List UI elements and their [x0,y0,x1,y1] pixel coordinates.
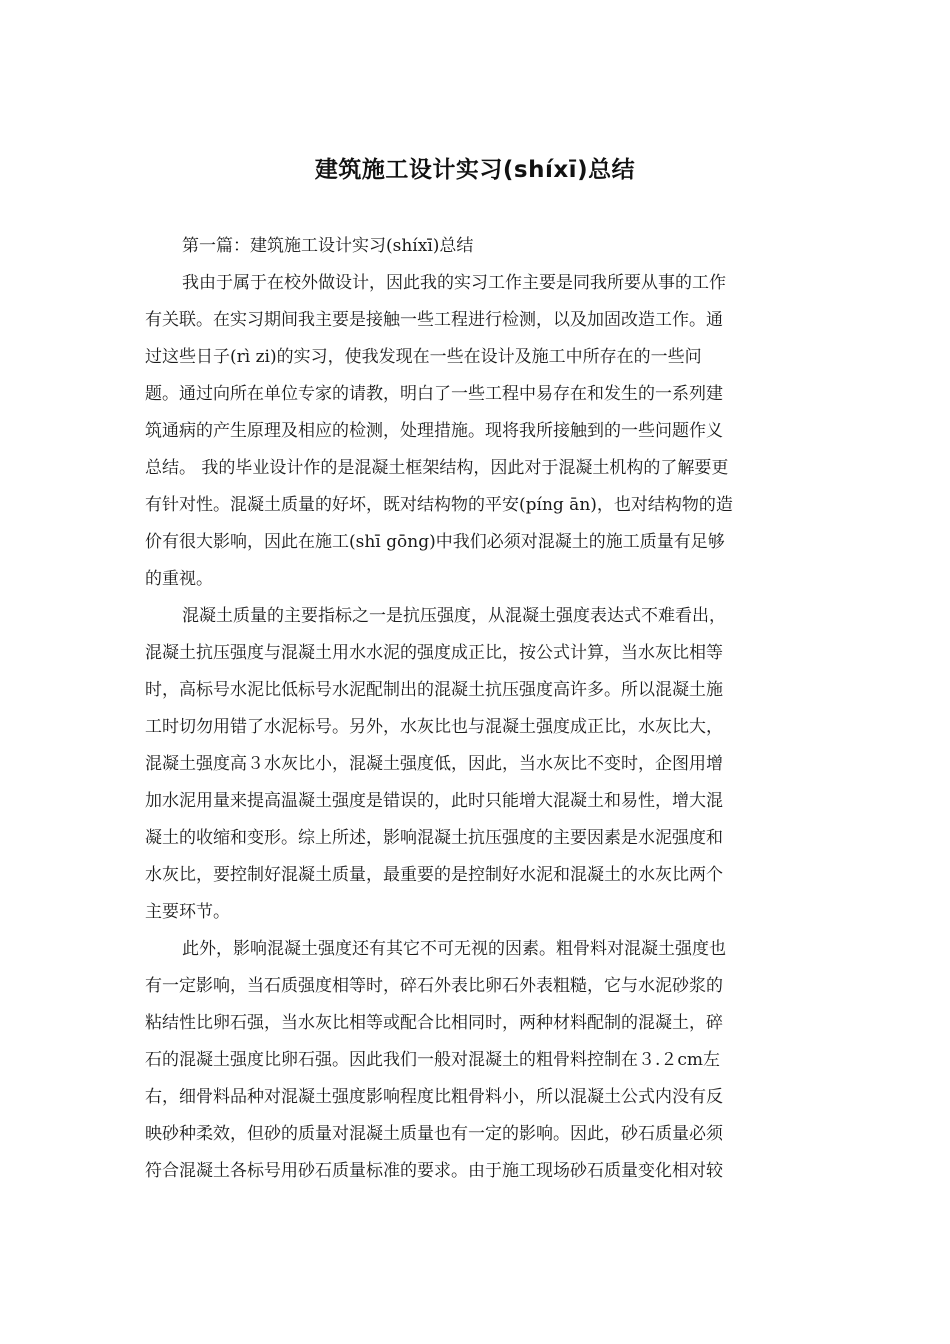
text-line: 总结。 我的毕业设计作的是混凝土框架结构，因此对于混凝土机构的了解要更 [145,458,729,478]
text-line: 有针对性。混凝土质量的好坏，既对结构物的平安(píng ān)，也对结构物的造 [145,495,733,515]
text-line: 工时切勿用错了水泥标号。另外，水灰比也与混凝土强度成正比，水灰比大， [145,717,723,737]
text-line: 映砂种柔效，但砂的质量对混凝土质量也有一定的影响。因此，砂石质量必须 [145,1124,723,1144]
text-line: 第一篇：建筑施工设计实习(shíxī)总结 [182,236,474,256]
text-line: 水灰比，要控制好混凝土质量，最重要的是控制好水泥和混凝土的水灰比两个 [145,865,723,885]
text-line: 右，细骨料品种对混凝土强度影响程度比粗骨料小，所以混凝土公式内没有反 [145,1087,723,1107]
text-line: 筑通病的产生原理及相应的检测，处理措施。现将我所接触到的一些问题作义 [145,421,723,441]
text-line: 主要环节。 [145,902,230,922]
text-line: 混凝土抗压强度与混凝土用水水泥的强度成正比，按公式计算，当水灰比相等 [145,643,723,663]
text-line: 凝土的收缩和变形。综上所述，影响混凝土抗压强度的主要因素是水泥强度和 [145,828,723,848]
text-line: 题。通过向所在单位专家的请教，明白了一些工程中易存在和发生的一系列建 [145,384,723,404]
text-line: 价有很大影响，因此在施工(shī gōng)中我们必须对混凝土的施工质量有足够 [145,532,725,552]
text-line: 粘结性比卵石强，当水灰比相等或配合比相同时，两种材料配制的混凝土，碎 [145,1013,723,1033]
text-line: 有关联。在实习期间我主要是接触一些工程进行检测，以及加固改造工作。通 [145,310,723,330]
text-line: 加水泥用量来提高温凝土强度是错误的，此时只能增大混凝土和易性，增大混 [145,791,723,811]
text-line: 过这些日子(rì zi)的实习，使我发现在一些在设计及施工中所存在的一些问 [145,347,702,367]
text-line: 有一定影响，当石质强度相等时，碎石外表比卵石外表粗糙，它与水泥砂浆的 [145,976,723,996]
document-title: 建筑施工设计实习(shíxī)总结 [314,157,636,183]
text-line: 石的混凝土强度比卵石强。因此我们一般对混凝土的粗骨料控制在３.２cm左 [145,1050,721,1070]
document-body [145,228,807,1190]
text-line: 混凝土质量的主要指标之一是抗压强度，从混凝土强度表达式不难看出， [182,606,726,626]
text-line: 的重视。 [145,569,213,589]
text-line: 符合混凝土各标号用砂石质量标准的要求。由于施工现场砂石质量变化相对较 [145,1161,723,1181]
text-line: 此外，影响混凝土强度还有其它不可无视的因素。粗骨料对混凝土强度也 [182,939,726,959]
text-line: 混凝土强度高３水灰比小，混凝土强度低，因此，当水灰比不变时，企图用增 [145,754,723,774]
text-line: 我由于属于在校外做设计，因此我的实习工作主要是同我所要从事的工作 [182,273,726,293]
text-line: 时，高标号水泥比低标号水泥配制出的混凝土抗压强度高许多。所以混凝土施 [145,680,723,700]
